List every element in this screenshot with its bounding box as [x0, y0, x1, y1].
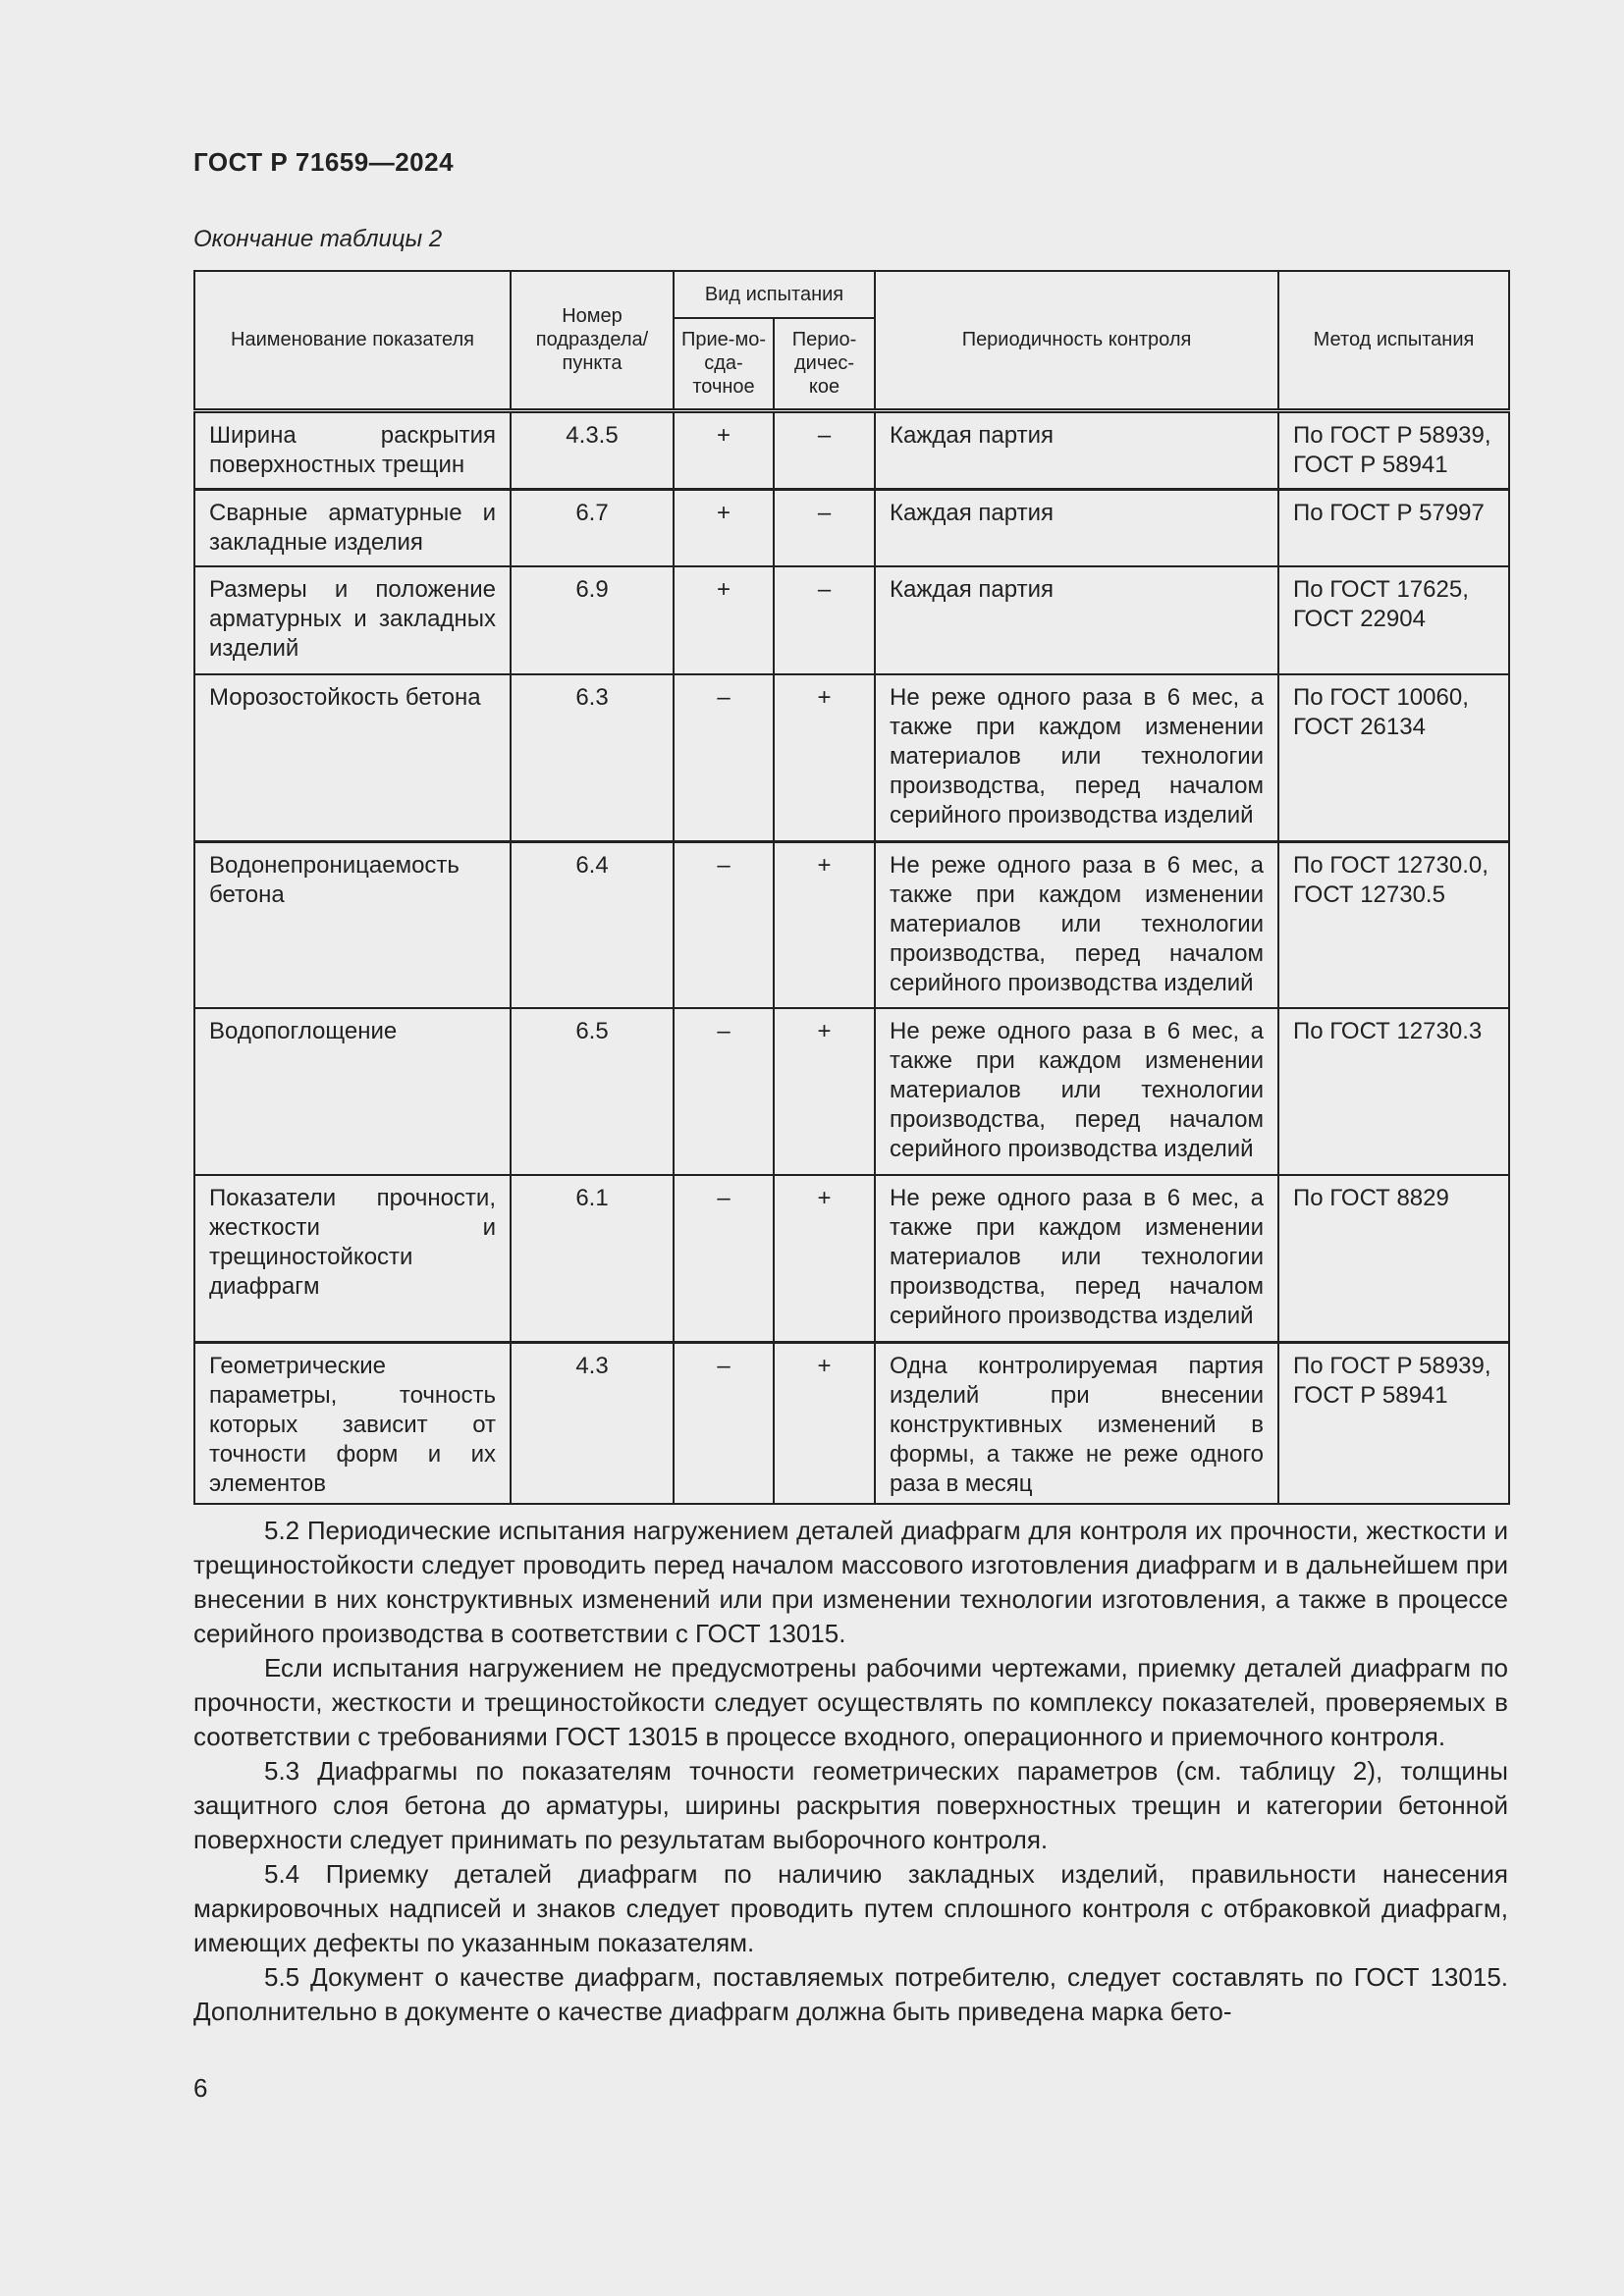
table-row	[194, 1008, 1509, 1175]
cell-periodicity: Не реже одного раза в 6 мес, а также при каждом изменении материалов или технологии производства, перед началом серийного производства изделий	[875, 841, 1278, 1008]
cell-periodicity: Не реже одного раза в 6 мес, а также при каждом изменении материалов или технологии производства, перед началом серийного производства изделий	[875, 1008, 1278, 1175]
cell-name: Морозостойкость бетона	[194, 674, 511, 841]
header-method: Метод испытания	[1278, 271, 1509, 410]
body-text	[193, 1514, 1508, 2029]
cell-periodicity: Каждая партия	[875, 410, 1278, 489]
cell-name: Геометрические параметры, точность которых зависит от точности форм и их элементов	[194, 1342, 511, 1504]
cell-section: 4.3	[511, 1342, 674, 1504]
cell-periodic: –	[774, 566, 875, 674]
cell-acceptance: –	[674, 1175, 774, 1342]
cell-acceptance: –	[674, 674, 774, 841]
cell-periodicity: Каждая партия	[875, 489, 1278, 566]
cell-name: Сварные арматурные и закладные изделия	[194, 489, 511, 566]
paragraph-5-5: 5.5 Документ о качестве диафрагм, поставляемых потребителю, следует составлять по ГОСТ 13015. Дополнительно в документе о качестве диафрагм должна быть приведена марка бето-	[193, 1962, 1508, 2026]
cell-acceptance: +	[674, 489, 774, 566]
cell-section: 6.7	[511, 489, 674, 566]
paragraph-5-3: 5.3 Диафрагмы по показателям точности геометрических параметров (см. таблицу 2), толщины защитного слоя бетона до арматуры, ширины раскрытия поверхностных трещин и категории бетонной поверхности следует принимать по результатам выборочного контроля.	[193, 1756, 1508, 1854]
cell-acceptance: +	[674, 410, 774, 489]
cell-method: По ГОСТ Р 58939, ГОСТ Р 58941	[1278, 1342, 1509, 1504]
cell-periodicity: Не реже одного раза в 6 мес, а также при каждом изменении материалов или технологии производства, перед началом серийного производства изделий	[875, 1175, 1278, 1342]
cell-method: По ГОСТ Р 58939, ГОСТ Р 58941	[1278, 410, 1509, 489]
cell-periodic: –	[774, 410, 875, 489]
table-caption: Окончание таблицы 2	[193, 226, 443, 252]
cell-name: Ширина раскрытия поверхностных трещин	[194, 410, 511, 489]
cell-acceptance: –	[674, 1008, 774, 1175]
cell-section: 6.3	[511, 674, 674, 841]
header-test-type: Вид испытания	[674, 271, 875, 318]
table-row	[194, 1342, 1509, 1504]
inspection-table	[193, 270, 1510, 1505]
header-section: Номер подраздела/ пункта	[511, 271, 674, 410]
header-periodic: Перио-дичес-кое	[774, 318, 875, 410]
table-row	[194, 1175, 1509, 1342]
cell-periodic: +	[774, 1008, 875, 1175]
cell-periodic: +	[774, 1342, 875, 1504]
paragraph-5-4: 5.4 Приемку деталей диафрагм по наличию закладных изделий, правильности нанесения маркировочных надписей и знаков следует проводить путем сплошного контроля с отбраковкой диафрагм, имеющих дефекты по указанным показателям.	[193, 1859, 1508, 1957]
table-row	[194, 566, 1509, 674]
header-periodicity: Периодичность контроля	[875, 271, 1278, 410]
cell-name: Размеры и положение арматурных и закладных изделий	[194, 566, 511, 674]
cell-method: По ГОСТ 12730.3	[1278, 1008, 1509, 1175]
page-number: 6	[193, 2073, 208, 2103]
cell-periodic: +	[774, 841, 875, 1008]
header-acceptance: Прие-мо-сда-точное	[674, 318, 774, 410]
cell-section: 6.4	[511, 841, 674, 1008]
cell-section: 6.1	[511, 1175, 674, 1342]
cell-section: 6.5	[511, 1008, 674, 1175]
cell-periodicity: Одна контролируемая партия изделий при внесении конструктивных изменений в формы, а также не реже одного раза в месяц	[875, 1342, 1278, 1504]
cell-section: 4.3.5	[511, 410, 674, 489]
document-header: ГОСТ Р 71659—2024	[193, 147, 455, 177]
cell-periodicity: Каждая партия	[875, 566, 1278, 674]
cell-name: Водопоглощение	[194, 1008, 511, 1175]
table-row	[194, 674, 1509, 841]
cell-method: По ГОСТ 12730.0, ГОСТ 12730.5	[1278, 841, 1509, 1008]
header-name: Наименование показателя	[194, 271, 511, 410]
paragraph-5-2-continued: Если испытания нагружением не предусмотрены рабочими чертежами, приемку деталей диафрагм по прочности, жесткости и трещиностойкости следует осуществлять по комплексу показателей, проверяемых в соответствии с требованиями ГОСТ 13015 в процессе входного, операционного и приемочного контроля.	[193, 1653, 1508, 1751]
table-row	[194, 841, 1509, 1008]
cell-periodic: –	[774, 489, 875, 566]
cell-acceptance: –	[674, 841, 774, 1008]
cell-periodicity: Не реже одного раза в 6 мес, а также при каждом изменении материалов или технологии производства, перед началом серийного производства изделий	[875, 674, 1278, 841]
cell-periodic: +	[774, 674, 875, 841]
cell-name: Водонепроницаемость бетона	[194, 841, 511, 1008]
cell-method: По ГОСТ 8829	[1278, 1175, 1509, 1342]
cell-method: По ГОСТ 17625, ГОСТ 22904	[1278, 566, 1509, 674]
paragraph-5-2: 5.2 Периодические испытания нагружением деталей диафрагм для контроля их прочности, жесткости и трещиностойкости следует проводить перед началом массового изготовления диафрагм и в дальнейшем при внесении в них конструктивных изменений или при изменении технологии изготовления, а также в процессе серийного производства в соответствии с ГОСТ 13015.	[193, 1516, 1508, 1648]
table-row	[194, 410, 1509, 489]
cell-method: По ГОСТ Р 57997	[1278, 489, 1509, 566]
cell-method: По ГОСТ 10060, ГОСТ 26134	[1278, 674, 1509, 841]
cell-periodic: +	[774, 1175, 875, 1342]
cell-section: 6.9	[511, 566, 674, 674]
cell-acceptance: +	[674, 566, 774, 674]
table-row	[194, 489, 1509, 566]
cell-acceptance: –	[674, 1342, 774, 1504]
cell-name: Показатели прочности, жесткости и трещиностойкости диафрагм	[194, 1175, 511, 1342]
